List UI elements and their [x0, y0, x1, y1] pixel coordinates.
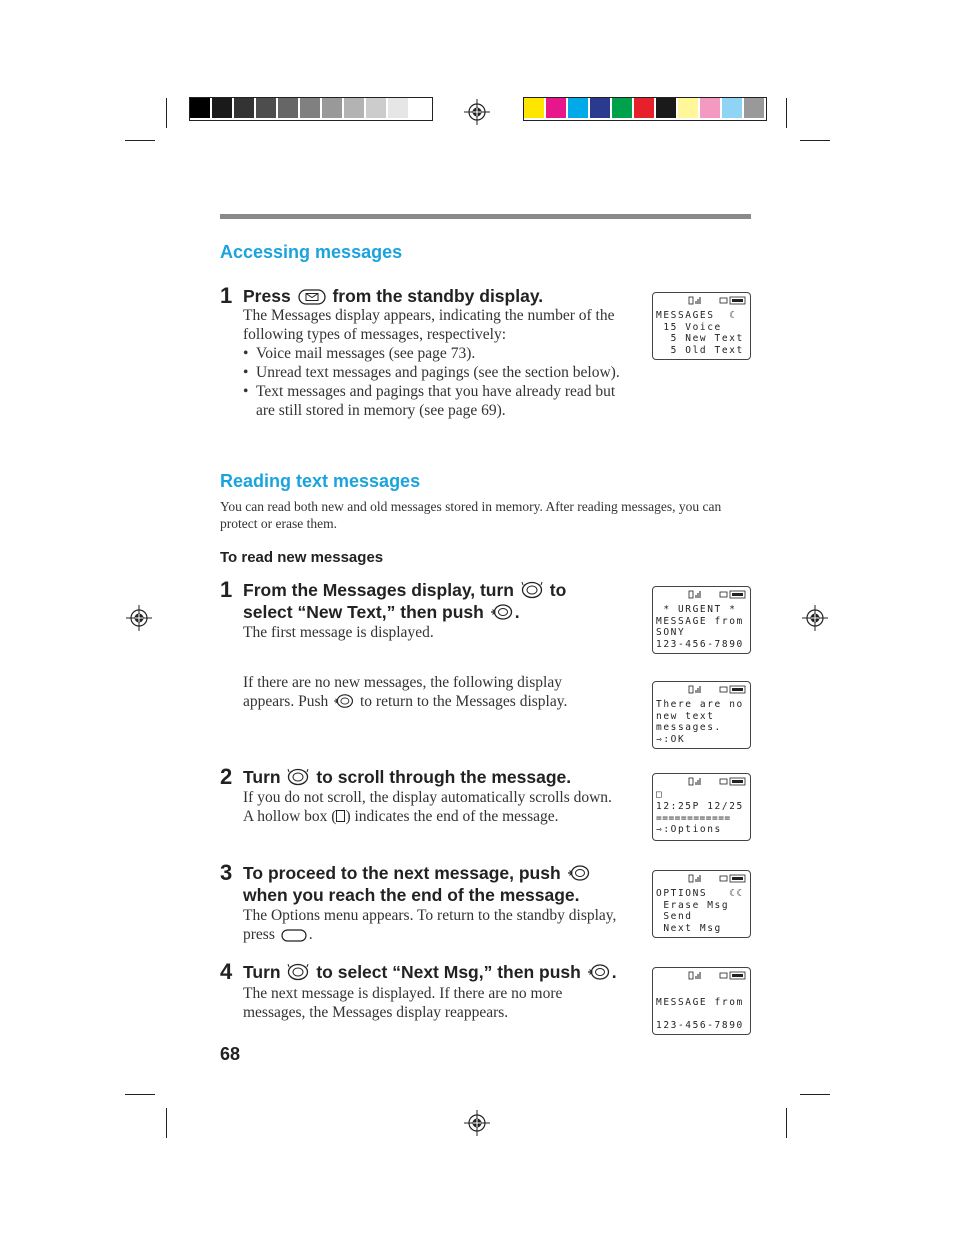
- lcd-urgent-display: [652, 586, 751, 654]
- color-swatch: [234, 98, 254, 118]
- lcd-options-display: [652, 870, 751, 938]
- step-title-text: Turn: [243, 962, 281, 982]
- status-bar-icon: [687, 590, 747, 599]
- color-swatch: [722, 98, 742, 118]
- step-note-text: to return to the Messages display.: [360, 693, 568, 710]
- status-bar-icon: [687, 296, 747, 305]
- step-title-text: To proceed to the next message, push: [243, 863, 561, 883]
- step-title-text: From the Messages display, turn: [243, 580, 514, 600]
- step-title-text: from the standby display.: [332, 286, 544, 306]
- crop-mark: [800, 1094, 830, 1095]
- step-number: 1: [220, 283, 233, 308]
- crop-mark: [786, 1108, 787, 1138]
- registration-mark-icon: [464, 1110, 490, 1136]
- step-number: 3: [220, 860, 233, 885]
- list-item: • Unread text messages and pagings (see the section below).: [243, 363, 633, 382]
- lcd-line: Erase Msg: [656, 899, 730, 911]
- color-swatch: [410, 98, 430, 118]
- step-number: 1: [220, 577, 233, 602]
- lcd-line: MESSAGE from: [656, 996, 744, 1008]
- lcd-line: SONY: [656, 627, 686, 639]
- page-number: 68: [220, 1044, 241, 1064]
- lcd-line: ⇾:OK: [656, 734, 686, 746]
- step-title: [243, 766, 571, 788]
- crop-mark: [166, 98, 167, 128]
- color-swatch: [344, 98, 364, 118]
- crop-mark: [166, 1108, 167, 1138]
- lcd-line: Send: [656, 911, 693, 923]
- lcd-no-messages-display: [652, 681, 751, 749]
- lcd-line: 12:25P 12/25: [656, 801, 744, 812]
- lcd-line: * URGENT *: [656, 604, 737, 615]
- step-description: [243, 788, 613, 826]
- step-title: [243, 579, 633, 623]
- mail-button-icon: [298, 289, 326, 305]
- section-title-reading: Reading text messages: [220, 471, 421, 491]
- step-title-text: Press: [243, 286, 291, 306]
- step-title-text: select “New Text,” then push: [243, 602, 484, 622]
- jog-dial-turn-icon: [521, 581, 543, 599]
- color-swatch: [612, 98, 632, 118]
- step-title-text: when you reach the end of the message.: [243, 885, 580, 905]
- step-title-text: to: [549, 580, 567, 600]
- color-swatch: [744, 98, 764, 118]
- step-description-text: If you do not scroll, the display automatically scrolls down. A hollow box (: [243, 789, 612, 825]
- step-description-text: ) indicates the end of the message.: [345, 808, 559, 825]
- step-title: [243, 285, 543, 307]
- registration-mark-icon: [126, 605, 152, 631]
- status-bar-icon: [687, 971, 747, 980]
- lcd-line: There are no: [656, 699, 744, 710]
- color-swatch: [568, 98, 588, 118]
- section-title-accessing: Accessing messages: [220, 242, 403, 262]
- color-swatch: [590, 98, 610, 118]
- color-swatch: [212, 98, 232, 118]
- lcd-line: ⇾:Options: [656, 824, 722, 836]
- step-description-text: The Options menu appears. To return to the standby display, press: [243, 907, 617, 943]
- list-item: • Voice mail messages (see page 73).: [243, 344, 633, 363]
- step-title-text: .: [514, 602, 520, 622]
- lcd-line: MESSAGES ☾: [656, 310, 737, 321]
- jog-dial-turn-icon: [287, 963, 309, 981]
- step-number: 2: [220, 764, 233, 789]
- lcd-line: messages.: [656, 722, 722, 734]
- color-swatch: [278, 98, 298, 118]
- lcd-messages-display: [652, 292, 751, 360]
- lcd-line: new text: [656, 710, 715, 722]
- step-description: The next message is displayed. If there are no more messages, the Messages display reappears.: [243, 985, 563, 1021]
- jog-dial-push-icon: [588, 963, 610, 981]
- jog-dial-push-icon: [491, 603, 513, 621]
- lcd-line: OPTIONS ☾☾: [656, 888, 744, 899]
- lcd-line: □: [656, 789, 664, 800]
- header-rule: [220, 214, 751, 219]
- color-swatch: [366, 98, 386, 118]
- step-description: [243, 906, 623, 944]
- lcd-scroll-display: [652, 773, 751, 841]
- lcd-line: 5 New Text: [656, 333, 744, 345]
- jog-dial-push-icon: [334, 693, 354, 709]
- color-swatch: [388, 98, 408, 118]
- lcd-line: ============: [656, 812, 731, 824]
- step-title-text: to scroll through the message.: [316, 767, 572, 787]
- step-title: [243, 862, 643, 906]
- lcd-line: 123-456-7890: [656, 1020, 744, 1032]
- step-note: [243, 673, 613, 711]
- crop-mark: [800, 140, 830, 141]
- step-title: [243, 961, 617, 983]
- color-swatch: [190, 98, 210, 118]
- color-swatch: [634, 98, 654, 118]
- lcd-line: 123-456-7890: [656, 639, 744, 651]
- registration-mark-icon: [464, 99, 490, 125]
- jog-dial-push-icon: [568, 864, 590, 882]
- color-swatch: [678, 98, 698, 118]
- lcd-line: MESSAGE from: [656, 615, 744, 627]
- lcd-line: Next Msg: [656, 923, 722, 935]
- lcd-line: 15 Voice: [656, 321, 722, 333]
- registration-mark-icon: [802, 605, 828, 631]
- color-swatch: [256, 98, 276, 118]
- jog-dial-turn-icon: [287, 768, 309, 786]
- color-swatch: [700, 98, 720, 118]
- subsection-title: To read new messages: [220, 549, 384, 566]
- color-swatch: [524, 98, 544, 118]
- status-bar-icon: [687, 685, 747, 694]
- color-swatch: [300, 98, 320, 118]
- step-description-text: .: [308, 926, 313, 943]
- color-swatch: [656, 98, 676, 118]
- section-intro: You can read both new and old messages stored in memory. After reading messages, you can protect or erase them.: [220, 499, 722, 531]
- status-bar-icon: [687, 874, 747, 883]
- color-swatch: [322, 98, 342, 118]
- step-body: [243, 306, 633, 420]
- status-bar-icon: [687, 777, 747, 786]
- crop-mark: [125, 140, 155, 141]
- step-description: The Messages display appears, indicating the number of the following types of messages, respectively:: [243, 307, 615, 343]
- step-title-text: to select “Next Msg,” then push: [316, 962, 581, 982]
- list-item: • Text messages and pagings that you have already read but are still stored in memory (see page 69).: [243, 382, 633, 420]
- step-title-text: .: [611, 962, 617, 982]
- lcd-next-message-display: [652, 967, 751, 1035]
- step-title-text: Turn: [243, 767, 281, 787]
- step-description: The first message is displayed.: [243, 624, 434, 641]
- step-number: 4: [220, 959, 233, 984]
- end-button-icon: [281, 929, 307, 942]
- lcd-line: 5 Old Text: [656, 345, 744, 357]
- crop-mark: [125, 1094, 155, 1095]
- bullet-list: [243, 344, 633, 420]
- color-swatch: [546, 98, 566, 118]
- step-note-text: If there are no new messages, the following display appears. Push: [243, 674, 562, 710]
- crop-mark: [786, 98, 787, 128]
